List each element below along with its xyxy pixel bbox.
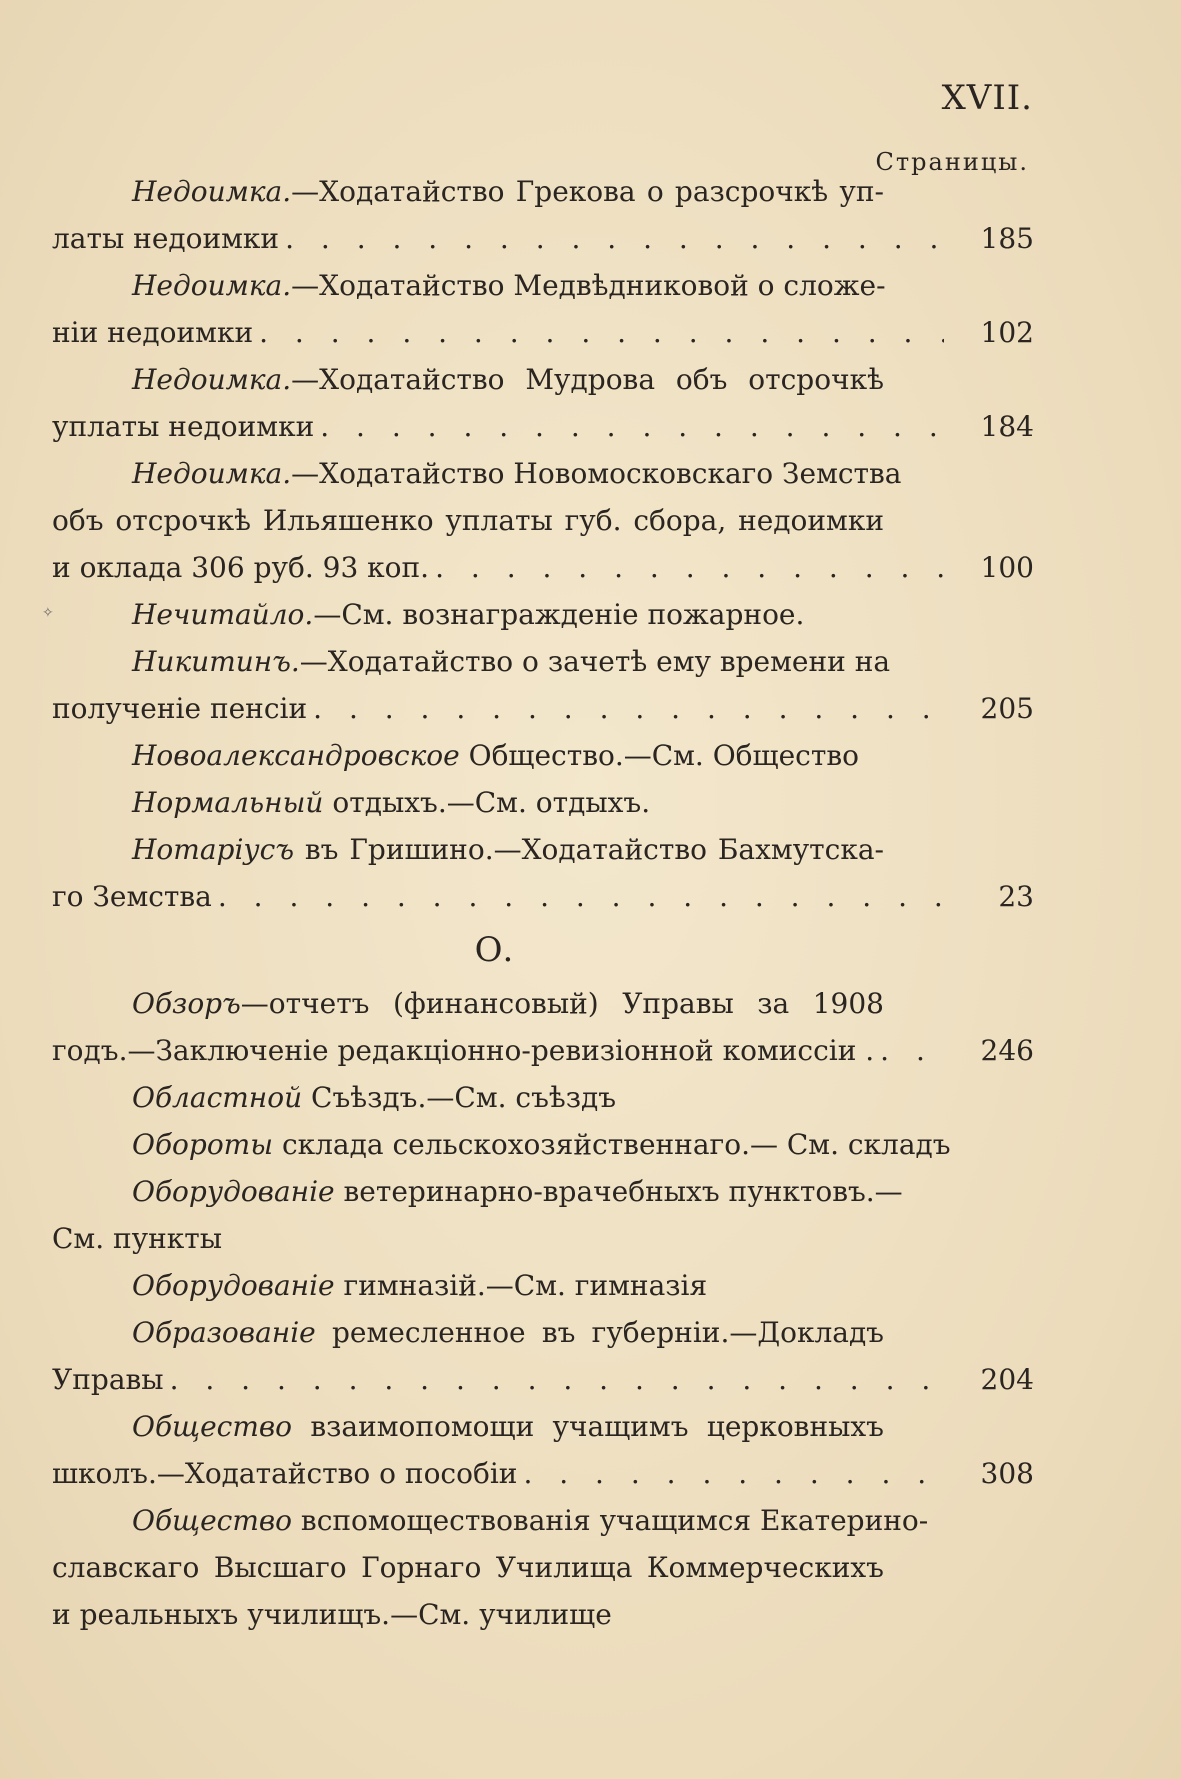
dot-leader: [314, 403, 944, 450]
index-entry-line: [52, 873, 1036, 920]
entry-text: и оклада 306 руб. 93 коп.: [52, 551, 430, 584]
index-entry-line: [52, 1497, 1036, 1544]
entry-text: ніи недоимки: [52, 316, 254, 349]
entry-text: Оборудованіе гимназій.—См. гимназія: [132, 1269, 708, 1302]
entry-text: См. пункты: [52, 1222, 223, 1255]
page-reference: 205: [980, 692, 1034, 725]
page-number: XVII.: [941, 78, 1033, 118]
page-reference: 100: [980, 551, 1034, 584]
entry-heading: Нотаріусъ: [132, 833, 294, 866]
index-entry-line: [52, 1121, 1036, 1168]
dot-leader: [253, 309, 944, 356]
entry-text: и реальныхъ училищъ.—См. училище: [52, 1598, 612, 1631]
index-entry-line: [52, 1168, 1036, 1215]
entry-heading: Общество: [132, 1410, 293, 1443]
entry-text: Образованіе ремесленное въ губерніи.—Докладъ: [132, 1316, 884, 1349]
entry-text: Новоалександровское Общество.—См. Общество: [132, 739, 859, 772]
entry-heading: Недоимка.: [132, 269, 292, 302]
entry-text: Недоимка.—Ходатайство Новомосковскаго Земства: [132, 457, 902, 490]
index-entry-line: [52, 980, 1036, 1027]
index-entry-line: [52, 638, 1036, 685]
entry-text: годъ.—Заключеніе редакціонно-ревизіонной комиссіи .: [52, 1034, 875, 1067]
entry-text: полученіе пенсіи: [52, 692, 308, 725]
dot-leader: [517, 1450, 944, 1497]
page-reference: 185: [980, 222, 1034, 255]
index-entry-line: [52, 215, 1036, 262]
pages-column-header: Страницы.: [875, 148, 1029, 176]
entry-text: латы недоимки: [52, 222, 280, 255]
entry-heading: Обзоръ: [132, 987, 241, 1020]
entry-text: Обороты склада сельскохозяйственнаго.— См. складъ: [132, 1128, 951, 1161]
index-entry-line: [52, 1215, 1036, 1262]
index-entry-line: [52, 450, 1036, 497]
dot-leader: [212, 873, 944, 920]
entry-text: Нечитайло.—См. вознагражденіе пожарное.: [132, 598, 805, 631]
index-entry-line: [52, 1544, 1036, 1591]
index-entry-line: [52, 1450, 1036, 1497]
index-entry-line: [52, 403, 1036, 450]
page-reference: 23: [998, 880, 1034, 913]
entry-heading: Никитинъ.: [132, 645, 300, 678]
entry-text: объ отсрочкѣ Ильяшенко уплаты губ. сбора, недоимки: [52, 504, 884, 537]
entry-text: Управы: [52, 1363, 164, 1396]
entry-text: уплаты недоимки: [52, 410, 315, 443]
margin-mark: ✧: [42, 605, 54, 621]
index-entry-line: [52, 1262, 1036, 1309]
entry-text: Недоимка.—Ходатайство Медвѣдниковой о сложе-: [132, 269, 886, 302]
entry-text: Областной Съѣздъ.—См. съѣздъ: [132, 1081, 617, 1114]
index-entry-line: [52, 309, 1036, 356]
dot-leader: [279, 215, 944, 262]
index-entry-line: [52, 779, 1036, 826]
entry-text: Обзоръ—отчетъ (финансовый) Управы за 1908: [132, 987, 884, 1020]
entry-heading: Областной: [132, 1081, 303, 1114]
page-reference: 102: [980, 316, 1034, 349]
entry-heading: Недоимка.: [132, 457, 292, 490]
entry-text: Недоимка.—Ходатайство Грекова о разсрочкѣ уп-: [132, 175, 884, 208]
index-entry-line: [52, 685, 1036, 732]
section-letter: О.: [474, 930, 514, 970]
index-entry-line: [52, 262, 1036, 309]
dot-leader: [429, 544, 944, 591]
index-entry-line: [52, 1074, 1036, 1121]
entry-heading: Образованіе: [132, 1316, 316, 1349]
index-entry-line: [52, 356, 1036, 403]
index-entry-line: [52, 168, 1036, 215]
dot-leader: [164, 1356, 944, 1403]
page-reference: 204: [980, 1363, 1034, 1396]
entry-text: Общество взаимопомощи учащимъ церковныхъ: [132, 1410, 884, 1443]
entry-text: школъ.—Ходатайство о пособіи: [52, 1457, 518, 1490]
entry-heading: Обороты: [132, 1128, 274, 1161]
entry-heading: Оборудованіе: [132, 1175, 335, 1208]
page-reference: 308: [980, 1457, 1034, 1490]
entry-text: Недоимка.—Ходатайство Мудрова объ отсрочкѣ: [132, 363, 884, 396]
index-entry-line: [52, 1591, 1036, 1638]
index-entry-line: [52, 1027, 1036, 1074]
page-reference: 246: [980, 1034, 1034, 1067]
index-entry-line: [52, 497, 1036, 544]
index-entry-line: [52, 544, 1036, 591]
index-entry-line: [52, 826, 1036, 873]
index-entry-line: [52, 1403, 1036, 1450]
entry-text: Никитинъ.—Ходатайство о зачетѣ ему времени на: [132, 645, 891, 678]
entry-heading: Недоимка.: [132, 175, 292, 208]
entry-heading: Оборудованіе: [132, 1269, 335, 1302]
index-entries: [52, 168, 1036, 1638]
index-entry-line: [52, 1309, 1036, 1356]
page-reference: 184: [980, 410, 1034, 443]
entry-heading: Недоимка.: [132, 363, 292, 396]
entry-text: славскаго Высшаго Горнаго Училища Коммерческихъ: [52, 1551, 884, 1584]
index-entry-line: [52, 732, 1036, 779]
index-entry-line: [52, 1356, 1036, 1403]
entry-heading: Нечитайло.: [132, 598, 314, 631]
entry-text: Общество вспомоществованія учащимся Екатерино-: [132, 1504, 929, 1537]
dot-leader: [874, 1027, 944, 1074]
dot-leader: [307, 685, 944, 732]
entry-text: Оборудованіе ветеринарно-врачебныхъ пунктовъ.—: [132, 1175, 903, 1208]
entry-text: Нотаріусъ въ Гришино.—Ходатайство Бахмутска-: [132, 833, 884, 866]
entry-heading: Нормальный: [132, 786, 324, 819]
entry-heading: Новоалександровское: [132, 739, 460, 772]
entry-text: го Земства: [52, 880, 212, 913]
index-entry-line: [52, 591, 1036, 638]
entry-text: Нормальный отдыхъ.—См. отдыхъ.: [132, 786, 651, 819]
entry-heading: Общество: [132, 1504, 293, 1537]
